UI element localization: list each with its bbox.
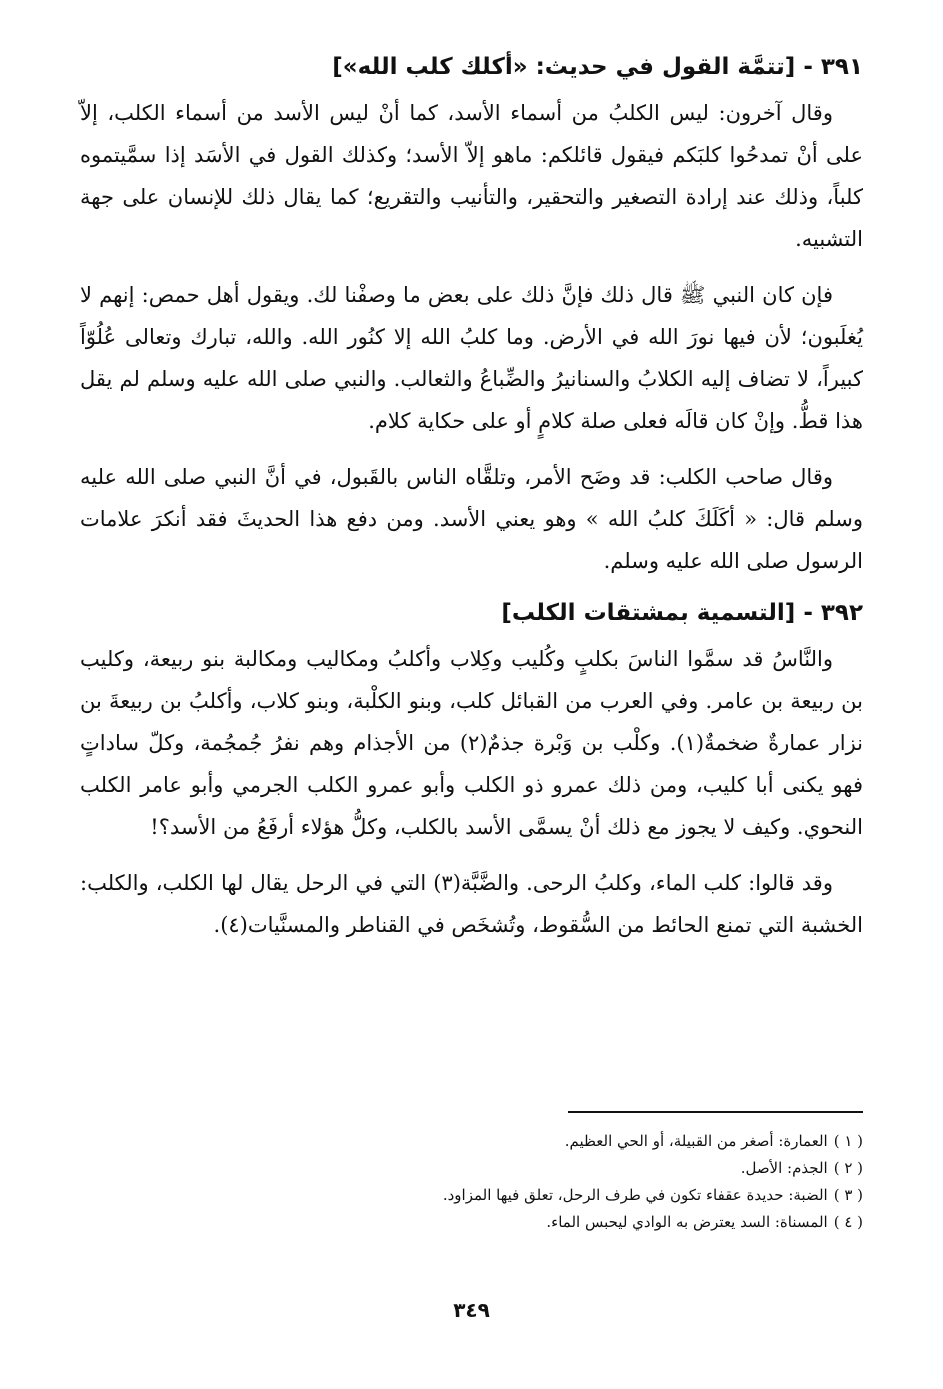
footnote-text: المسناة: السد يعترض به الوادي ليحبس الماء.: [546, 1213, 828, 1231]
footnote-number: ( ٣ ): [833, 1186, 863, 1204]
footnote-text: العمارة: أصغر من القبيلة، أو الحي العظيم.: [564, 1132, 828, 1150]
footnote-2: [80, 1155, 863, 1182]
footnote-divider: [568, 1111, 863, 1113]
footnote-number: ( ١ ): [833, 1132, 863, 1150]
page-body: [80, 40, 863, 960]
page-number: ٣٤٩: [453, 1298, 490, 1322]
footnote-1: [80, 1128, 863, 1155]
section-heading-391: ٣٩١ - [تتمَّة القول في حديث: «أكلك كلب الله»]: [332, 54, 863, 80]
footnotes: [80, 1128, 863, 1236]
footnote-4: [80, 1209, 863, 1236]
section-heading-392: ٣٩٢ - [التسمية بمشتقات الكلب]: [501, 600, 863, 626]
footnote-3: [80, 1182, 863, 1209]
paragraph: وقال آخرون: ليس الكلبُ من أسماء الأسد، كما أنْ ليس الأسد من أسماء الكلب، إلاّ على أنْ تمدحُوا كلبَكم فيقول قائلكم: ماهو إلاّ الأسد؛ وكذلك القول في الأسَد إذا سمَّيتموه كلباً، وذلك عند إرادة التصغير والتحقير، والتأنيب والتقريع؛ كما يقال ذلك للإنسان على جهة التشبيه.: [80, 101, 863, 251]
paragraph: وقد قالوا: كلب الماء، وكلبُ الرحى. والضَّبَّة(٣) التي في الرحل يقال لها الكلب، والكلب: الخشبة التي تمنع الحائط من السُّقوط، وتُشخَص في القناطر والمسنَّيات(٤).: [80, 871, 863, 937]
footnote-text: الجذم: الأصل.: [740, 1159, 828, 1177]
paragraph: وقال صاحب الكلب: قد وضَح الأمر، وتلقَّاه الناس بالقَبول، في أنَّ النبي صلى الله عليه وسلم قال: « أكَلَكَ كلبُ الله » وهو يعني الأسد. ومن دفع هذا الحديثَ فقد أنكرَ علامات الرسول صلى الله عليه وسلم.: [80, 465, 863, 573]
paragraph: والنَّاسُ قد سمَّوا الناسَ بكلبٍ وكُليب وكِلاب وأكلبُ ومكاليب ومكالبة بنو ربيعة، وكليب بن ربيعة بن عامر. وفي العرب من القبائل كلب، وبنو الكلْبة، وبنو كلاب، وأكلبُ بن ربيعةَ بن نزار عمارةٌ ضخمةٌ(١). وكلْب بن وَبْرة جذمٌ(٢) من الأجذام وهم نفرُ جُمجُمة، وكلّ ساداتٍ فهو يكنى أبا كليب، ومن ذلك عمرو ذو الكلب وأبو عمرو الكلب الجرمي وأبو عامر الكلب النحوي. وكيف لا يجوز مع ذلك أنْ يسمَّى الأسد بالكلب، وكلُّ هؤلاء أرفَعُ من الأسد؟!: [80, 647, 864, 839]
footnote-number: ( ٤ ): [833, 1213, 863, 1231]
footnote-number: ( ٢ ): [833, 1159, 863, 1177]
paragraph: فإن كان النبي ﷺ قال ذلك فإنَّ ذلك على بعض ما وصفْنا لك. ويقول أهل حمص: إنهم لا يُغلَبون؛ لأن فيها نورَ الله في الأرض. وما كلبُ الله إلا كنُور الله. والله، تبارك وتعالى عُلُوّاً كبيراً، لا تضاف إليه الكلابُ والسنانيرُ والضِّباعُ والثعالب. والنبي صلى الله عليه وسلم لم يقل هذا قطُّ. وإنْ كان قالَه فعلى صلة كلامٍ أو على حكاية كلام.: [80, 283, 863, 433]
footnote-text: الضبة: حديدة عقفاء تكون في طرف الرحل، تعلق فيها المزاود.: [442, 1186, 828, 1204]
